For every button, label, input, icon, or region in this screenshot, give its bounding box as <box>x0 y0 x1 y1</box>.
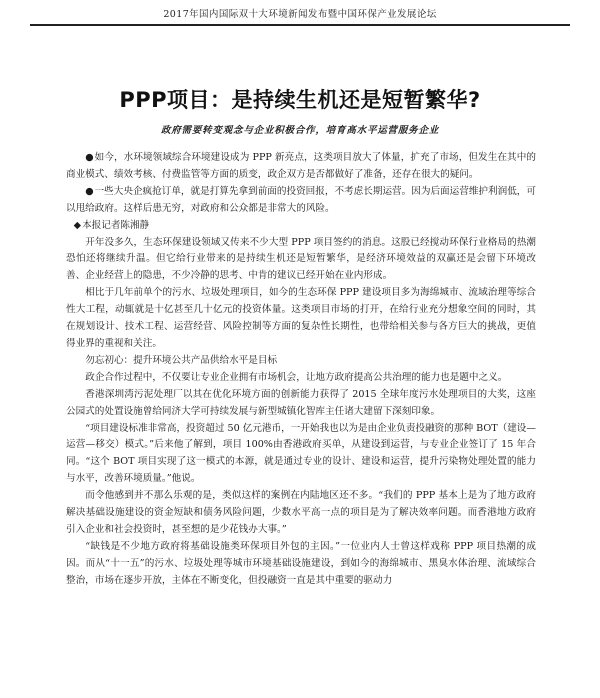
body-paragraph: 而令他感到并不那么乐观的是，类似这样的案例在内陆地区还不多。“我们的 PPP 基本上是为了地方政府解决基础设施建设的资金短缺和债务风险问题，少数水平高一点的项目是为了解决效率问题。而香港地方政府引入企业和社会投资时，甚至想的是少花钱办大事。” <box>66 490 536 535</box>
lead-text: 如今，水环境领域综合环境建设成为 PPP 新亮点，这类项目放大了体量，扩充了市场，但发生在其中的商业模式、绩效考核、付费监管等方面的质变，政企双方是否都做好了准备，还存在很大的疑问。 <box>66 152 536 180</box>
body-paragraph: 相比于几年前单个的污水、垃圾处理项目，如今的生态环保 PPP 建设项目多为海绵城市、流域治理等综合性大工程，动辄就是十亿甚至几十亿元的投资体量。这类项目市场的打开，在给行业充分想象空间的同时，其在规划设计、技术工程、运营经营、风险控制等方面的复杂性长期性，也带给相关参与各方巨大的挑战，更值得业界的重视和关注。 <box>66 287 536 349</box>
article-subtitle: 政府需要转变观念与企业积极合作，培育高水平运营服务企业 <box>160 125 440 136</box>
body-paragraph: 开年没多久，生态环保建设领域又传来不少大型 PPP 项目签约的消息。这股已经搅动环保行业格局的热潮恐怕还将继续升温。但它给行业带来的是持续生机还是短暂繁华，是经济环境效益的双赢还是会留下环境改善、企业经营上的隐患，不少冷静的思考、中肯的建议已经开始在业内形成。 <box>66 236 536 282</box>
bullet-icon: ● <box>85 152 94 163</box>
body-paragraph: 政企合作过程中，不仅要让专业企业拥有市场机会，让地方政府提高公共治理的能力也是题中之义。 <box>85 371 508 383</box>
section-heading: 勿忘初心：提升环境公共产品供给水平是目标 <box>85 354 278 366</box>
lead-paragraph <box>66 184 536 218</box>
diamond-icon: ◆ <box>73 219 82 231</box>
header-rule <box>30 24 570 26</box>
running-header: 2017年国内国际双十大环境新闻发布暨中国环保产业发展论坛 <box>163 9 437 20</box>
bullet-icon: ● <box>85 185 94 197</box>
body-paragraph: 香港深圳湾污泥处理厂以其在优化环境方面的创新能力获得了 2015 全球年度污水处理项目的大奖，这座公园式的处置设施曾给同济大学可持续发展与新型城镇化智库主任诸大建留下深刻印象。 <box>66 388 536 417</box>
article-title: PPP项目：是持续生机还是短暂繁华? <box>119 88 481 112</box>
byline <box>74 218 536 235</box>
lead-text: 一些大央企疯抢订单，就是打算先拿到前面的投资回报，不考虑长期运营。因为后面运营维护利润低，可以甩给政府。这样后患无穷，对政府和公众都是非常大的风险。 <box>66 185 536 214</box>
article-body <box>66 150 536 590</box>
byline-text: 本报记者陈湘静 <box>82 219 150 231</box>
body-paragraph: “项目建设标准非常高，投资超过 50 亿元港币，一开始我也以为是由企业负责投融资的那种 BOT（建设—运营—移交）模式。”后来他了解到，项目 100%由香港政府买单，从建设到运营，与专业企业签订了 15 年合同。“这个 BOT 项目实现了这一模式的本源，就是通过专业的设计、建设和运营，提升污染物处理处置的能力与水平，改善环境质量。”他说。 <box>66 422 536 485</box>
lead-paragraph <box>66 150 536 184</box>
body-paragraph: “缺钱是不少地方政府将基础设施类环保项目外包的主因。”一位业内人士曾这样戏称 PPP 项目热潮的成因。而从“十一五”的污水、垃圾处理等城市环境基础设施建设，到如今的海绵城市、黑臭水体治理、流域综合整治，市场在逐步开放，主体在不断变化，但投融资一直是其中重要的驱动力 <box>66 540 536 586</box>
